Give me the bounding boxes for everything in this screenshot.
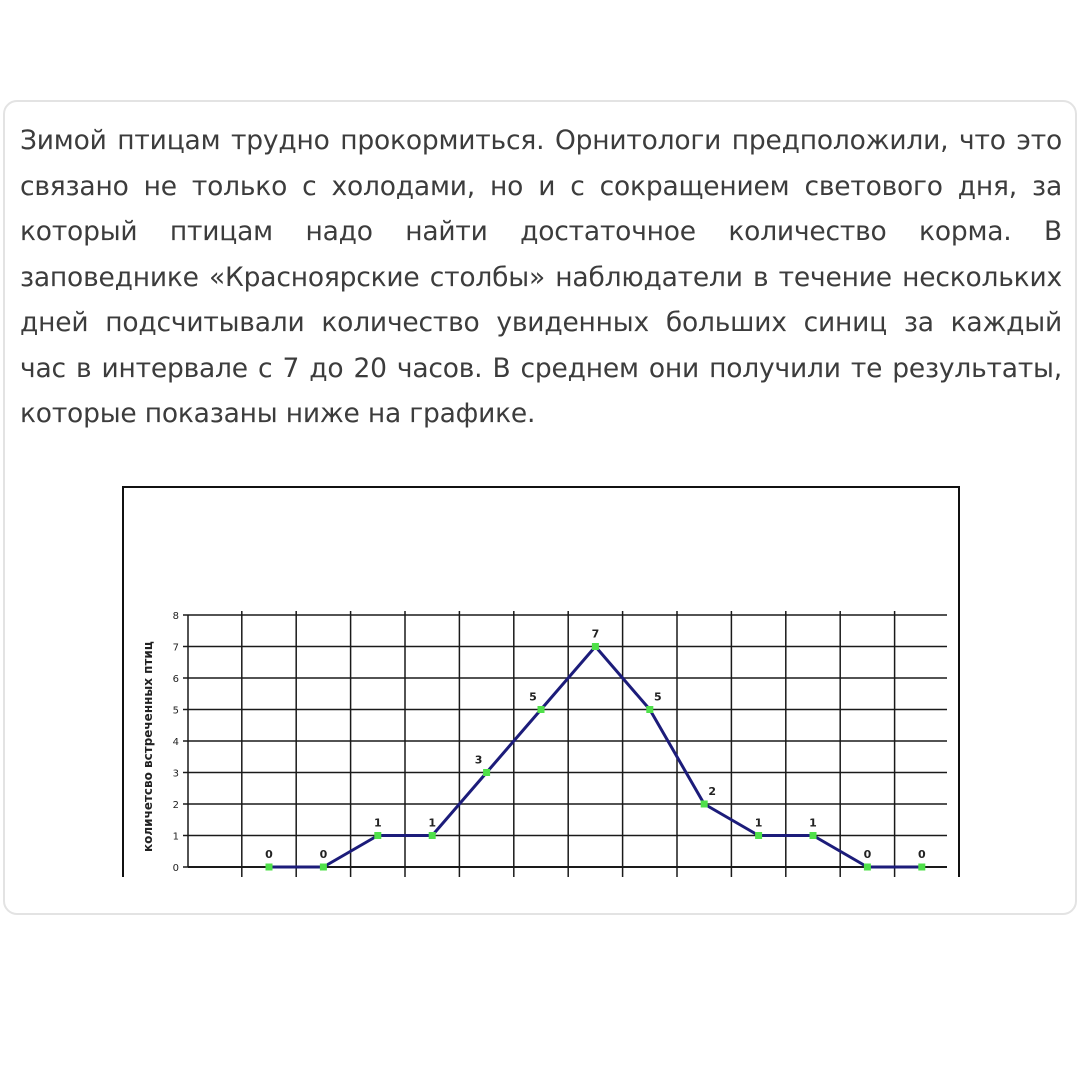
data-label: 1 bbox=[373, 816, 382, 830]
data-label: 1 bbox=[809, 816, 817, 830]
task-line: который птицам надо найти достаточное количество корма. В bbox=[20, 216, 1062, 247]
data-point-marker bbox=[483, 769, 490, 776]
y-tick-label: 1 bbox=[172, 831, 179, 843]
series-line bbox=[266, 643, 926, 871]
task-line: связано не только с холодами, но и с сокращением светового дня, за bbox=[20, 170, 1062, 202]
data-point-marker bbox=[701, 801, 708, 808]
data-label: 7 bbox=[591, 627, 600, 641]
y-tick-label: 4 bbox=[172, 737, 179, 748]
series-polyline bbox=[269, 647, 922, 868]
data-point-marker bbox=[429, 832, 436, 839]
data-point-marker bbox=[266, 864, 273, 871]
data-label: 0 bbox=[319, 848, 328, 861]
data-point-marker bbox=[918, 864, 925, 871]
data-label: 5 bbox=[653, 690, 662, 704]
data-label: 0 bbox=[917, 848, 926, 861]
y-axis bbox=[173, 611, 188, 874]
data-point-marker bbox=[810, 832, 817, 839]
y-tick-label: 3 bbox=[172, 768, 179, 780]
data-point-marker bbox=[374, 832, 381, 839]
data-point-marker bbox=[864, 864, 871, 871]
data-point-marker bbox=[592, 643, 599, 650]
y-tick-label: 5 bbox=[172, 705, 179, 717]
chart-frame bbox=[123, 487, 959, 877]
y-tick-label: 7 bbox=[172, 642, 179, 654]
data-label: 5 bbox=[529, 690, 537, 704]
data-label: 0 bbox=[863, 848, 872, 861]
data-point-marker bbox=[320, 864, 327, 871]
y-tick-label: 8 bbox=[172, 611, 179, 622]
data-label: 2 bbox=[708, 785, 717, 798]
data-point-marker bbox=[538, 706, 545, 713]
task-line: которые показаны ниже на графике. bbox=[20, 398, 536, 429]
task-line: час в интервале с 7 до 20 часов. В среднем они получили те результаты, bbox=[20, 352, 1062, 384]
data-point-marker bbox=[755, 832, 762, 839]
y-tick-label: 2 bbox=[172, 800, 179, 811]
task-line: дней подсчитывали количество увиденных больших синиц за каждый bbox=[20, 307, 1062, 338]
y-tick-label: 0 bbox=[172, 863, 179, 874]
data-label: 1 bbox=[754, 816, 763, 830]
data-label: 0 bbox=[265, 848, 273, 861]
task-line: Зимой птицам трудно прокормиться. Орнитологи предположили, что это bbox=[20, 125, 1062, 156]
data-labels bbox=[265, 628, 926, 862]
task-line: заповеднике «Красноярские столбы» наблюдатели в течение нескольких bbox=[20, 261, 1062, 293]
chart-grid bbox=[188, 611, 947, 877]
data-label: 1 bbox=[428, 816, 437, 830]
data-point-marker bbox=[646, 706, 653, 713]
y-axis-label: количетсво встреченных птиц bbox=[141, 641, 155, 852]
data-label: 3 bbox=[474, 753, 483, 767]
y-tick-label: 6 bbox=[172, 674, 179, 685]
